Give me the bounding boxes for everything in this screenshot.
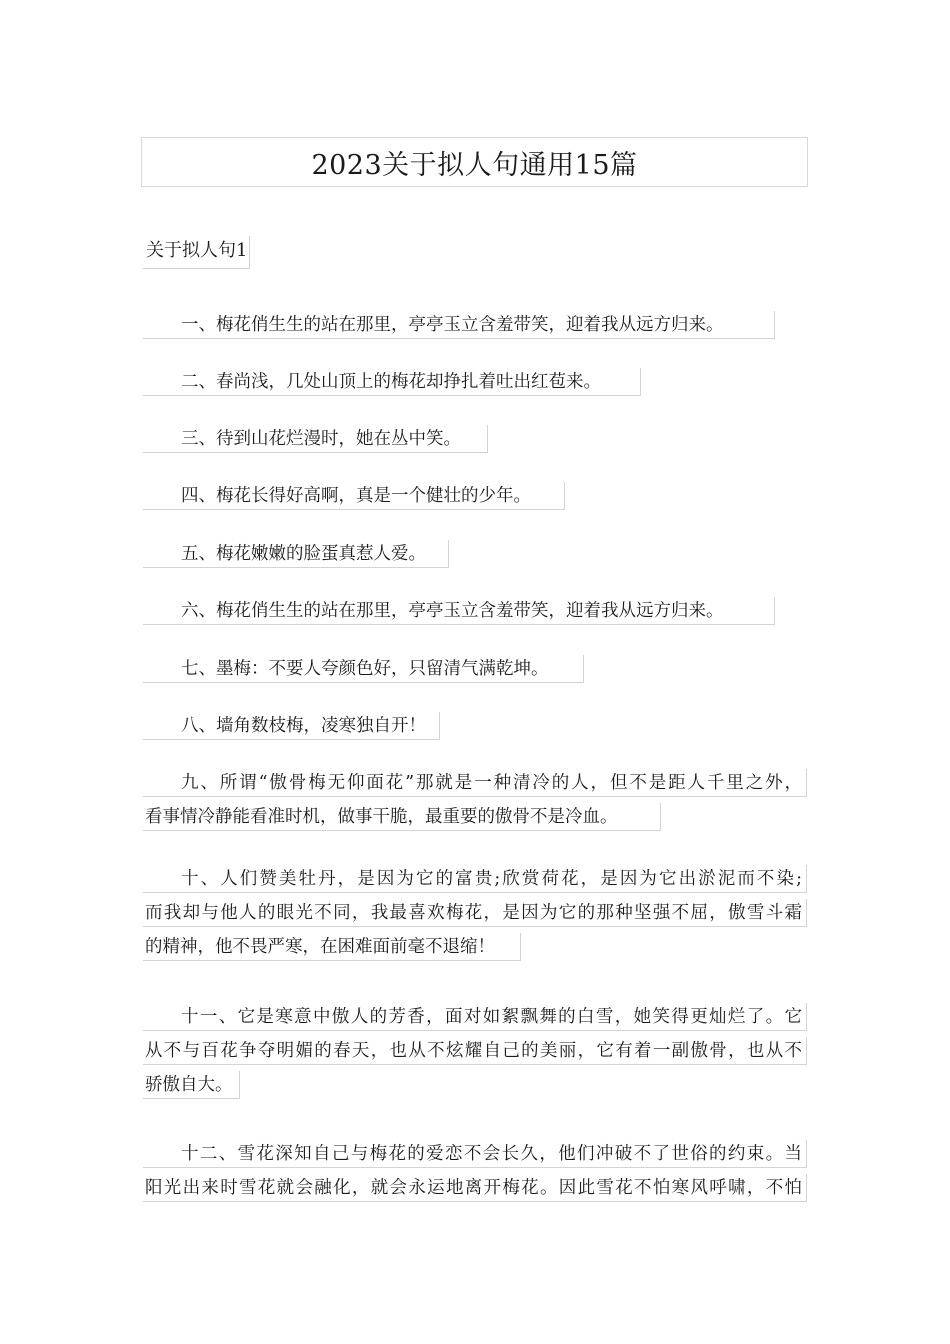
paragraph-line: 十、人们赞美牡丹，是因为它的富贵;欣赏荷花，是因为它出淤泥而不染; bbox=[143, 865, 807, 893]
paragraph-line: 的精神，他不畏严寒，在困难面前毫不退缩！ bbox=[143, 933, 521, 961]
paragraph-10 bbox=[143, 865, 807, 961]
paragraph-3 bbox=[143, 425, 807, 453]
paragraph-line: 十一、它是寒意中傲人的芳香，面对如絮飘舞的白雪，她笑得更灿烂了。它 bbox=[143, 1003, 807, 1031]
paragraph-12 bbox=[143, 1140, 807, 1202]
paragraph-1 bbox=[143, 311, 807, 339]
paragraph-5 bbox=[143, 540, 807, 568]
paragraph-line: 八、墙角数枝梅，凌寒独自开！ bbox=[143, 712, 440, 740]
paragraph-4 bbox=[143, 482, 807, 510]
paragraph-7 bbox=[143, 655, 807, 683]
section-heading: 关于拟人句1 bbox=[143, 236, 250, 269]
paragraph-line: 从不与百花争夺明媚的春天，也从不炫耀自己的美丽，它有着一副傲骨，也从不 bbox=[143, 1037, 807, 1065]
document-title-box bbox=[141, 137, 808, 187]
paragraph-line: 十二、雪花深知自己与梅花的爱恋不会长久，他们冲破不了世俗的约束。当 bbox=[143, 1140, 807, 1168]
paragraph-2 bbox=[143, 368, 807, 396]
paragraph-line: 七、墨梅：不要人夸颜色好，只留清气满乾坤。 bbox=[143, 655, 584, 683]
paragraph-line: 九、所谓“傲骨梅无仰面花”那就是一种清冷的人，但不是距人千里之外， bbox=[143, 769, 807, 797]
paragraph-line: 三、待到山花烂漫时，她在丛中笑。 bbox=[143, 425, 488, 453]
paragraph-line: 阳光出来时雪花就会融化，就会永运地离开梅花。因此雪花不怕寒风呼啸，不怕 bbox=[143, 1174, 807, 1202]
document-title: 2023关于拟人句通用15篇 bbox=[311, 149, 638, 181]
paragraph-line: 骄傲自大。 bbox=[143, 1071, 240, 1099]
paragraph-line: 而我却与他人的眼光不同，我最喜欢梅花，是因为它的那种坚强不屈，傲雪斗霜 bbox=[143, 899, 807, 927]
paragraph-11 bbox=[143, 1003, 807, 1099]
paragraph-line: 四、梅花长得好高啊，真是一个健壮的少年。 bbox=[143, 482, 565, 510]
paragraph-line: 六、梅花俏生生的站在那里，亭亭玉立含羞带笑，迎着我从远方归来。 bbox=[143, 597, 775, 625]
paragraph-8 bbox=[143, 712, 807, 740]
paragraph-line: 五、梅花嫩嫩的脸蛋真惹人爱。 bbox=[143, 540, 449, 568]
paragraph-line: 看事情冷静能看准时机，做事干脆，最重要的傲骨不是冷血。 bbox=[143, 803, 661, 831]
paragraph-6 bbox=[143, 597, 807, 625]
paragraph-line: 一、梅花俏生生的站在那里，亭亭玉立含羞带笑，迎着我从远方归来。 bbox=[143, 311, 775, 339]
paragraph-9 bbox=[143, 769, 807, 831]
paragraph-line: 二、春尚浅，几处山顶上的梅花却挣扎着吐出红苞来。 bbox=[143, 368, 641, 396]
